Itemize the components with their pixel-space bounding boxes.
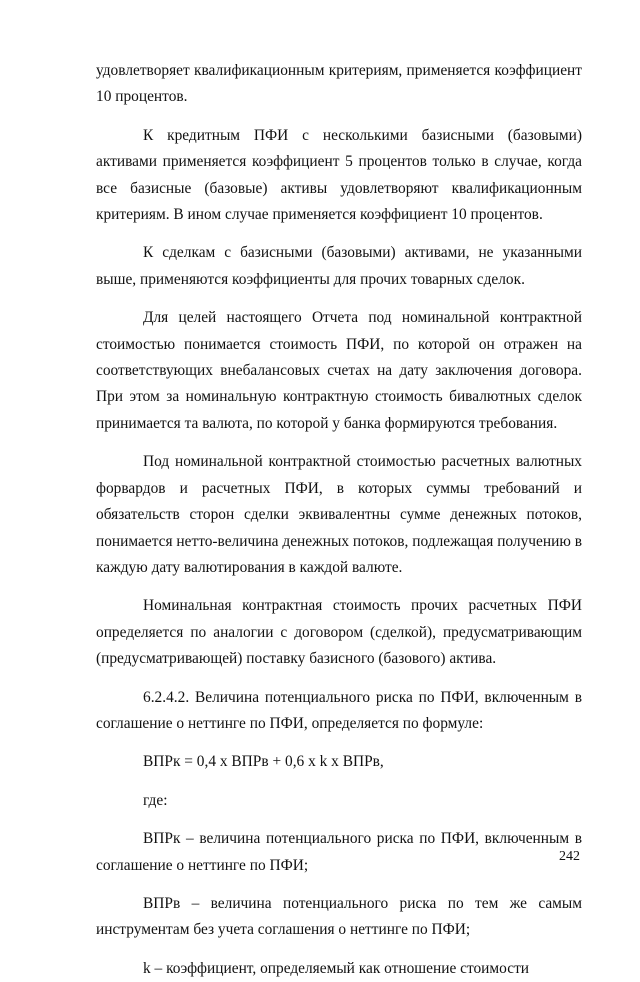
paragraph-other-assets: К сделкам с базисными (базовыми) активами, не указанными выше, применяются коэффициенты для прочих товарных сделок. [96, 244, 582, 288]
formula-where: где: [143, 791, 168, 809]
paragraph-credit-pfi: К кредитным ПФИ с несколькими базисными (базовыми) активами применяется коэффициент 5 процентов только в случае, когда все базисные (базовые) активы удовлетворяют квалификационным критериям. В ином случае применяется коэффициент 10 процентов. [96, 126, 582, 224]
paragraph-nominal-value: Для целей настоящего Отчета под номинальной контрактной стоимостью понимается стоимость ПФИ, по которой он отражен на соответствующих внебалансовых счетах на дату заключения договора. При этом за номинальную контрактную стоимость бивалютных сделок принимается та валюта, по которой у банка формируются требования. [96, 309, 582, 432]
definition-k: k – коэффициент, определяемый как отношение стоимости [143, 959, 530, 977]
paragraph-settlement-forwards: Под номинальной контрактной стоимостью расчетных валютных форвардов и расчетных ПФИ, в которых суммы требований и обязательств сторон сделки эквивалентны сумме денежных потоков, понимается нетто-величина денежных потоков, подлежащая получению в каждую дату валютирования в каждой валюте. [96, 453, 582, 576]
paragraph-other-settlement-pfi: Номинальная контрактная стоимость прочих расчетных ПФИ определяется по аналогии с договором (сделкой), предусматривающим (предусматривающей) поставку базисного (базового) актива. [96, 597, 582, 668]
definition-vprv: ВПРв – величина потенциального риска по тем же самым инструментам без учета соглашения о неттинге по ПФИ; [96, 894, 582, 939]
definition-vprk: ВПРк – величина потенциального риска по ПФИ, включенным в соглашение о неттинге по ПФИ; [96, 830, 582, 874]
document-body [96, 58, 582, 982]
paragraph-section-6-2-4-2: 6.2.4.2. Величина потенциального риска по ПФИ, включенным в соглашение о неттинге по ПФИ, определяется по формуле: [96, 688, 582, 732]
paragraph-continuation: удовлетворяет квалификационным критериям, применяется коэффициент 10 процентов. [96, 62, 582, 106]
page-number: 242 [559, 849, 580, 864]
formula: ВПРк = 0,4 х ВПРв + 0,6 х k х ВПРв, [143, 753, 384, 771]
